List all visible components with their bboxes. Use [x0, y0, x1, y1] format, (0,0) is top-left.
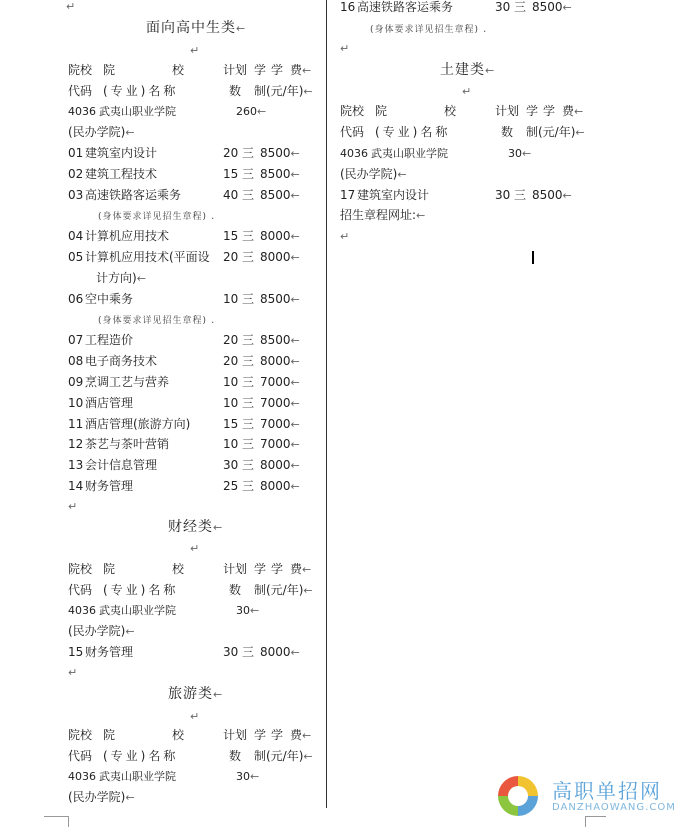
major-name: 建筑室内设计 — [357, 188, 430, 202]
tuition-fee: 8500← — [260, 167, 300, 181]
header-jihua: 计划 — [223, 63, 248, 77]
tuition-fee: 8000← — [260, 479, 300, 493]
school-code: 4036 — [68, 770, 96, 783]
tuition-fee: 8500← — [260, 333, 300, 347]
tuition-fee: 7000← — [260, 375, 300, 389]
header-xue2: 学 — [543, 104, 556, 118]
row-number: 05 — [68, 250, 84, 264]
major-name: 高速铁路客运乘务 — [85, 188, 182, 202]
row-number: 08 — [68, 354, 84, 368]
row-number: 10 — [68, 396, 84, 410]
header-shu: 数 — [229, 583, 242, 597]
school-plan: 30← — [236, 770, 260, 783]
school-plan: 30← — [508, 147, 532, 160]
row-number: 11 — [68, 417, 84, 431]
tuition-fee: 8500← — [260, 292, 300, 306]
row-number: 15 — [68, 645, 84, 659]
school-type: (民办学院)← — [68, 624, 135, 638]
header-shu: 数 — [501, 125, 514, 139]
body-requirement-note: (身体要求详见招生章程) . — [370, 22, 488, 35]
row-number: 01 — [68, 146, 84, 160]
header-xue2: 学 — [271, 728, 284, 742]
header-yuan: 院 — [103, 728, 116, 742]
header-zhi: 制(元/年)← — [526, 125, 585, 139]
row-number: 09 — [68, 375, 84, 389]
logo-subtitle: DANZHAOWANG.COM — [552, 802, 676, 813]
study-years: 三 — [242, 146, 255, 160]
school-code: 4036 — [340, 147, 368, 160]
section-title-gaozhong: 面向高中生类← — [146, 20, 247, 36]
school-name: 武夷山职业学院 — [99, 604, 176, 617]
row-number: 07 — [68, 333, 84, 347]
header-yuanxiao: 院校 — [68, 63, 93, 77]
school-plan: 30← — [236, 604, 260, 617]
tuition-fee: 8500← — [532, 0, 572, 14]
major-name: 计算机应用技术(平面设 — [85, 250, 210, 264]
header-zhuanye-mingcheng: (专业)名称 — [103, 84, 179, 98]
tuition-fee: 8500← — [532, 188, 572, 202]
header-yuan: 院 — [103, 63, 116, 77]
study-years: 三 — [242, 479, 255, 493]
header-shu: 数 — [229, 749, 242, 763]
study-years: 三 — [242, 333, 255, 347]
header-zhi: 制(元/年)← — [254, 84, 313, 98]
study-years: 三 — [242, 458, 255, 472]
major-name: 建筑工程技术 — [85, 167, 158, 181]
plan-count: 15 — [223, 167, 239, 181]
header-yuanxiao: 院校 — [68, 728, 93, 742]
header-xiao: 校 — [172, 63, 185, 77]
major-name: 高速铁路客运乘务 — [357, 0, 454, 14]
study-years: 三 — [514, 188, 527, 202]
crop-mark-left — [44, 816, 69, 827]
major-name: 茶艺与茶叶营销 — [85, 437, 170, 451]
header-fei: 费← — [290, 728, 312, 742]
plan-count: 30 — [223, 458, 239, 472]
header-daima: 代码 — [68, 583, 93, 597]
plan-count: 10 — [223, 437, 239, 451]
major-name: 空中乘务 — [85, 292, 134, 306]
major-name: 酒店管理 — [85, 396, 134, 410]
header-xue1: 学 — [254, 562, 267, 576]
header-jihua: 计划 — [223, 728, 248, 742]
header-zhi: 制(元/年)← — [254, 583, 313, 597]
header-yuan: 院 — [375, 104, 388, 118]
row-05-continuation: 计方向)← — [96, 271, 146, 285]
tuition-fee: 8000← — [260, 354, 300, 368]
header-xiao: 校 — [172, 728, 185, 742]
tuition-fee: 7000← — [260, 396, 300, 410]
tuition-fee: 8500← — [260, 146, 300, 160]
study-years: 三 — [242, 437, 255, 451]
paragraph-mark: ↵ — [340, 42, 350, 55]
plan-count: 25 — [223, 479, 239, 493]
study-years: 三 — [242, 250, 255, 264]
tuition-fee: 7000← — [260, 417, 300, 431]
plan-count: 10 — [223, 375, 239, 389]
header-daima: 代码 — [68, 749, 93, 763]
plan-count: 20 — [223, 146, 239, 160]
row-number: 14 — [68, 479, 84, 493]
header-jihua: 计划 — [223, 562, 248, 576]
header-fei: 费← — [562, 104, 584, 118]
row-number: 17 — [340, 188, 356, 202]
study-years: 三 — [242, 292, 255, 306]
header-daima: 代码 — [340, 125, 365, 139]
study-years: 三 — [242, 188, 255, 202]
header-yuanxiao: 院校 — [340, 104, 365, 118]
tuition-fee: 8000← — [260, 250, 300, 264]
header-yuan: 院 — [103, 562, 116, 576]
plan-count: 10 — [223, 292, 239, 306]
school-code: 4036 — [68, 105, 96, 118]
major-name: 酒店管理(旅游方向) — [85, 417, 191, 431]
row-number: 04 — [68, 229, 84, 243]
header-fei: 费← — [290, 562, 312, 576]
header-xue1: 学 — [254, 63, 267, 77]
header-xue2: 学 — [271, 63, 284, 77]
header-xue1: 学 — [526, 104, 539, 118]
study-years: 三 — [242, 229, 255, 243]
logo-name: 高职单招网 — [552, 779, 662, 803]
paragraph-mark: ↵ — [462, 85, 472, 98]
study-years: 三 — [242, 417, 255, 431]
major-name: 财务管理 — [85, 479, 134, 493]
header-zhuanye-mingcheng: (专业)名称 — [103, 749, 179, 763]
school-type: (民办学院)← — [68, 790, 135, 804]
study-years: 三 — [242, 167, 255, 181]
major-name: 建筑室内设计 — [85, 146, 158, 160]
header-zhuanye-mingcheng: (专业)名称 — [375, 125, 451, 139]
section-title-caijing: 财经类← — [168, 519, 224, 535]
header-daima: 代码 — [68, 84, 93, 98]
plan-count: 20 — [223, 250, 239, 264]
paragraph-mark: ↵ — [340, 230, 350, 243]
header-shu: 数 — [229, 84, 242, 98]
body-requirement-note: (身体要求详见招生章程) . — [98, 209, 216, 222]
tuition-fee: 8000← — [260, 458, 300, 472]
row-number: 06 — [68, 292, 84, 306]
header-fei: 费← — [290, 63, 312, 77]
plan-count: 40 — [223, 188, 239, 202]
school-plan: 260← — [236, 105, 267, 118]
paragraph-mark: ↵ — [190, 710, 200, 723]
tuition-fee: 8000← — [260, 229, 300, 243]
section-title-tujian: 土建类← — [440, 62, 496, 78]
plan-count: 15 — [223, 417, 239, 431]
tuition-fee: 8000← — [260, 645, 300, 659]
header-jihua: 计划 — [495, 104, 520, 118]
header-zhi: 制(元/年)← — [254, 749, 313, 763]
plan-count: 10 — [223, 396, 239, 410]
school-name: 武夷山职业学院 — [99, 105, 176, 118]
row-number: 13 — [68, 458, 84, 472]
study-years: 三 — [514, 0, 527, 14]
plan-count: 20 — [223, 354, 239, 368]
header-xue1: 学 — [254, 728, 267, 742]
admission-website-label: 招生章程网址:← — [340, 208, 426, 222]
major-name: 会计信息管理 — [85, 458, 158, 472]
plan-count: 30 — [495, 0, 511, 14]
major-name: 财务管理 — [85, 645, 134, 659]
major-name: 计算机应用技术 — [85, 229, 170, 243]
study-years: 三 — [242, 375, 255, 389]
plan-count: 20 — [223, 333, 239, 347]
plan-count: 15 — [223, 229, 239, 243]
plan-count: 30 — [223, 645, 239, 659]
paragraph-mark: ↵ — [190, 542, 200, 555]
header-zhuanye-mingcheng: (专业)名称 — [103, 583, 179, 597]
section-title-lvyou: 旅游类← — [168, 686, 224, 702]
school-type: (民办学院)← — [340, 167, 407, 181]
header-xiao: 校 — [444, 104, 457, 118]
text-cursor — [532, 251, 534, 264]
header-xiao: 校 — [172, 562, 185, 576]
header-xue2: 学 — [271, 562, 284, 576]
column-divider — [326, 0, 327, 808]
paragraph-mark: ↵ — [68, 500, 78, 513]
row-number: 12 — [68, 437, 84, 451]
school-name: 武夷山职业学院 — [99, 770, 176, 783]
major-name: 烹调工艺与营养 — [85, 375, 170, 389]
paragraph-mark: ↵ — [190, 44, 200, 57]
school-type: (民办学院)← — [68, 125, 135, 139]
study-years: 三 — [242, 645, 255, 659]
paragraph-mark: ↵ — [66, 0, 76, 13]
study-years: 三 — [242, 354, 255, 368]
major-name: 工程造价 — [85, 333, 134, 347]
row-number: 16 — [340, 0, 356, 14]
row-number: 02 — [68, 167, 84, 181]
school-code: 4036 — [68, 604, 96, 617]
header-yuanxiao: 院校 — [68, 562, 93, 576]
study-years: 三 — [242, 396, 255, 410]
paragraph-mark: ↵ — [68, 666, 78, 679]
school-name: 武夷山职业学院 — [371, 147, 448, 160]
row-number: 03 — [68, 188, 84, 202]
body-requirement-note: (身体要求详见招生章程) . — [98, 313, 216, 326]
plan-count: 30 — [495, 188, 511, 202]
major-name: 电子商务技术 — [85, 354, 158, 368]
tuition-fee: 8500← — [260, 188, 300, 202]
tuition-fee: 7000← — [260, 437, 300, 451]
